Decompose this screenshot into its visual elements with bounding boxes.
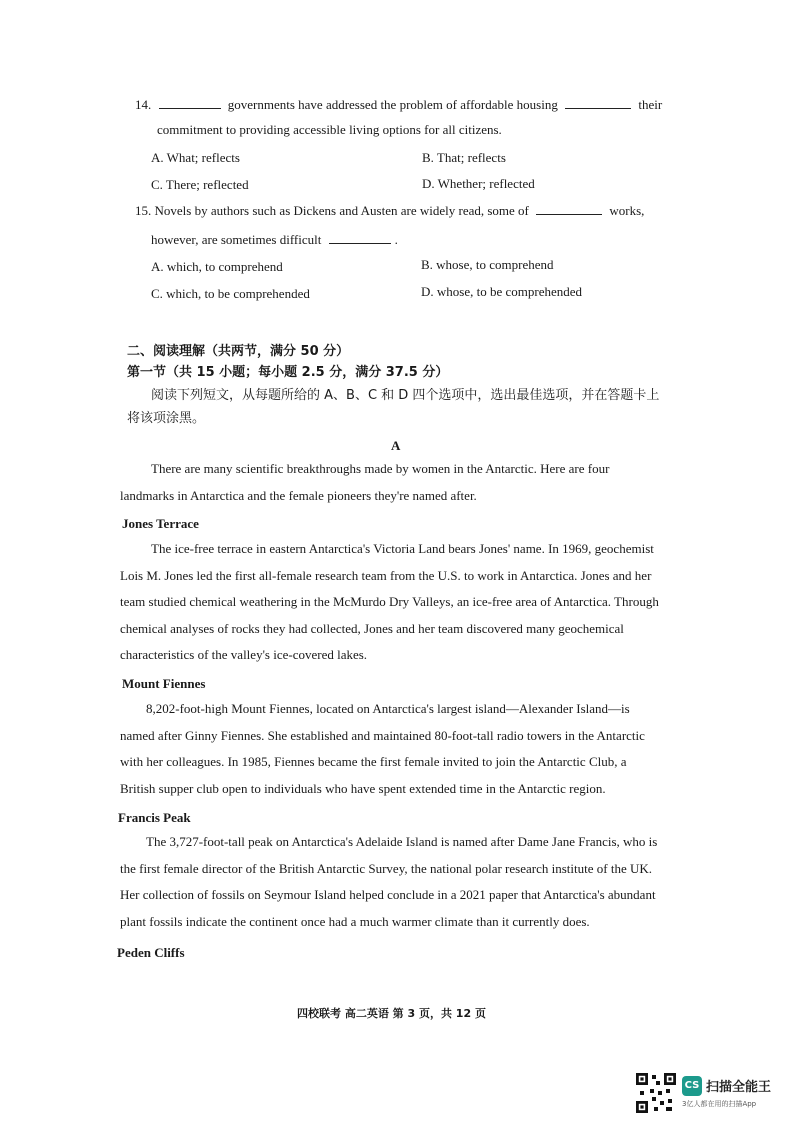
question-15-line-1 — [135, 202, 644, 219]
answer-blank — [159, 96, 221, 109]
scanner-app-title: 扫描全能王 — [706, 1080, 772, 1095]
page-footer: 四校联考 高二英语 第 3 页，共 12 页 — [297, 1007, 486, 1020]
section-heading-jones-terrace: Jones Terrace — [122, 516, 199, 531]
section-text-jones-terrace: The ice-free terrace in eastern Antarctica's Victoria Land bears Jones' name. In 1969, geochemist Lois M. Jones led the first all-female research team from the U.S. to work in Antarctica. Jones and her team studied chemical weathering in the McMurdo Dry Valleys, an ice-free area of Antarctica. Through chemical analyses of rocks they had collected, Jones and her team discovered many geochemical characteristics of the valley's ice-covered lakes. — [120, 541, 659, 663]
question-14-option-c: C. There; reflected — [151, 177, 249, 192]
question-14-line-2: commitment to providing accessible living options for all citizens. — [157, 122, 502, 137]
question-14-option-d: D. Whether; reflected — [422, 176, 535, 191]
question-14-text-part1: governments have addressed the problem of affordable housing — [227, 97, 558, 112]
answer-blank — [565, 96, 631, 109]
section-title: 二、阅读理解（共两节，满分 50 分） — [127, 344, 350, 359]
question-14-option-a: A. What; reflects — [151, 150, 240, 165]
answer-blank — [329, 231, 391, 244]
section-text-mount-fiennes: 8,202-foot-high Mount Fiennes, located on Antarctica's largest island—Alexander Island—is named after Ginny Fiennes. She established and maintained 80-foot-tall radio towers in the Antarctic with her colleagues. In 1985, Fiennes became the first female invited to join the Antarctic Club, a British supper club open to individuals who have spent extended time in the Antarctic region. — [120, 701, 645, 796]
passage-intro: There are many scientific breakthroughs made by women in the Antarctic. Here are four landmarks in Antarctica and the female pioneers they're named after. — [120, 461, 610, 503]
question-15-option-c: C. which, to be comprehended — [151, 286, 310, 301]
question-15-line-2 — [151, 231, 398, 248]
section-instruction-line-2: 将该项涂黑。 — [127, 411, 206, 426]
section-heading-francis-peak: Francis Peak — [118, 810, 191, 825]
question-14-number: 14. — [135, 97, 152, 112]
scanner-app-subtitle: 3亿人都在用的扫描App — [682, 1100, 757, 1108]
section-instruction-line-1: 阅读下列短文，从每题所给的 A、B、C 和 D 四个选项中，选出最佳选项，并在答题卡上 — [151, 388, 660, 403]
question-15-text-part1: 15. Novels by authors such as Dickens and Austen are widely read, some of — [135, 203, 529, 218]
section-text-francis-peak: The 3,727-foot-tall peak on Antarctica's Adelaide Island is named after Dame Jane Francis, who is the first female director of the British Antarctic Survey, the national polar research institute of the UK. Her collection of fossils on Seymour Island helped conclude in a 2021 paper that Antarctica's abundant plant fossils indicate the continent once had a much warmer climate than it currently does. — [120, 834, 658, 929]
passage-label: A — [391, 438, 401, 453]
answer-blank — [536, 202, 602, 215]
section-heading-peden-cliffs: Peden Cliffs — [117, 945, 185, 960]
question-15-option-a: A. which, to comprehend — [151, 259, 283, 274]
cs-logo-icon: CS — [682, 1076, 702, 1096]
question-14-line-1 — [135, 96, 662, 113]
question-14-option-b: B. That; reflects — [422, 150, 506, 165]
question-14-text-part2: their — [638, 97, 663, 112]
question-15-text-part3: however, are sometimes difficult — [151, 232, 322, 247]
section-subtitle: 第一节（共 15 小题；每小题 2.5 分，满分 37.5 分） — [127, 365, 449, 380]
question-15-option-b: B. whose, to comprehend — [421, 257, 554, 272]
qr-code-icon — [636, 1073, 676, 1113]
question-15-text-part4: . — [394, 232, 398, 247]
section-heading-mount-fiennes: Mount Fiennes — [122, 676, 206, 691]
question-15-option-d: D. whose, to be comprehended — [421, 284, 583, 299]
question-15-text-part2: works, — [609, 203, 645, 218]
